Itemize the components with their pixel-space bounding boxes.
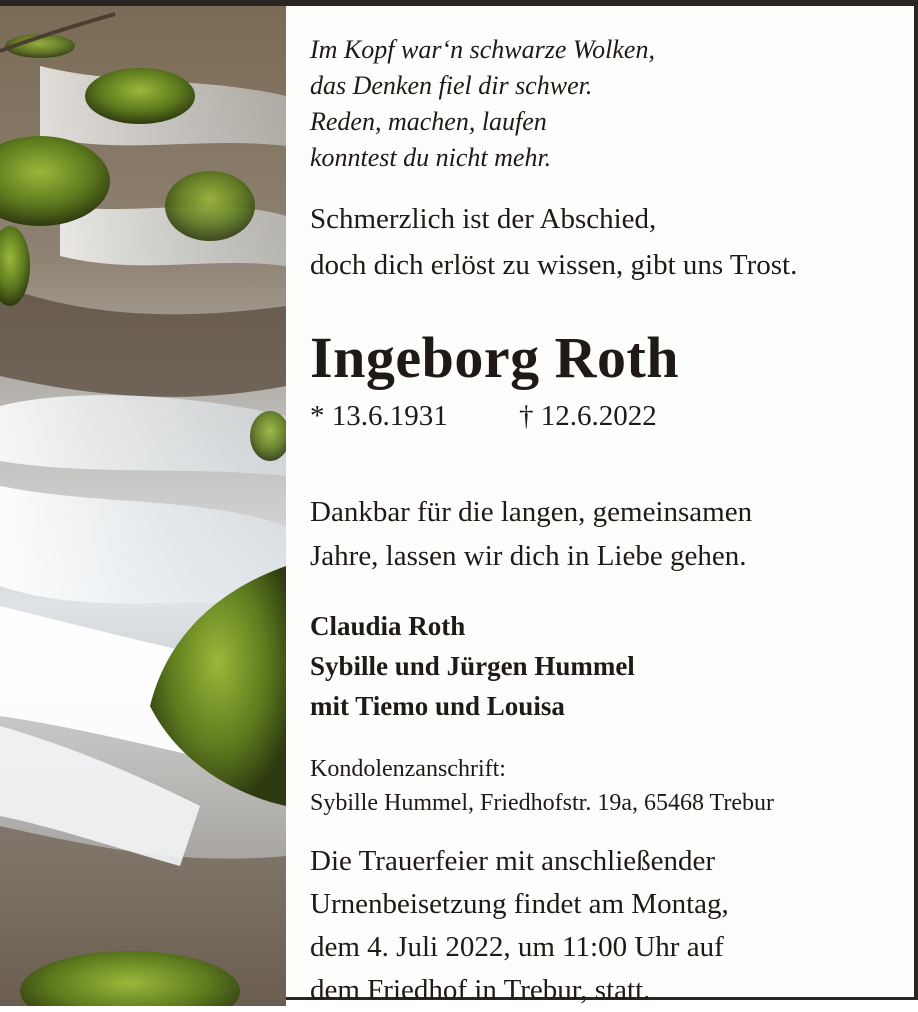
poem-line: Im Kopf war‘n schwarze Wolken, <box>310 35 655 64</box>
comfort-line: doch dich erlöst zu wissen, gibt uns Trost. <box>310 249 798 281</box>
mourners-list <box>310 606 635 726</box>
poem-line: Reden, machen, laufen <box>310 107 547 136</box>
life-dates <box>310 400 657 433</box>
thanks-line: Jahre, lassen wir dich in Liebe gehen. <box>310 540 747 572</box>
stream-photo <box>0 6 286 1006</box>
comfort-text <box>310 196 797 288</box>
condolence-address-line: Sybille Hummel, Friedhofstr. 19a, 65468 Trebur <box>310 790 774 816</box>
mourner: Claudia Roth <box>310 611 466 641</box>
funeral-line: dem Friedhof in Trebur, statt. <box>310 974 651 1006</box>
mourner: Sybille und Jürgen Hummel <box>310 651 635 681</box>
funeral-line: dem 4. Juli 2022, um 11:00 Uhr auf <box>310 931 724 963</box>
comfort-line: Schmerzlich ist der Abschied, <box>310 203 657 235</box>
poem-line: konntest du nicht mehr. <box>310 143 552 172</box>
funeral-line: Urnenbeisetzung findet am Montag, <box>310 888 729 920</box>
deceased-name: Ingeborg Roth <box>310 325 680 390</box>
condolence-address <box>310 752 774 820</box>
poem-line: das Denken fiel dir schwer. <box>310 71 593 100</box>
thanks-text <box>310 490 752 578</box>
poem <box>310 32 655 176</box>
funeral-info <box>310 840 729 1012</box>
waterfall-image <box>0 6 286 1006</box>
death-date: † 12.6.2022 <box>519 400 657 432</box>
birth-date: * 13.6.1931 <box>310 400 448 432</box>
funeral-line: Die Trauerfeier mit anschließender <box>310 845 716 877</box>
mourner: mit Tiemo und Louisa <box>310 691 565 721</box>
thanks-line: Dankbar für die langen, gemeinsamen <box>310 496 753 528</box>
condolence-label: Kondolenzanschrift: <box>310 756 506 782</box>
